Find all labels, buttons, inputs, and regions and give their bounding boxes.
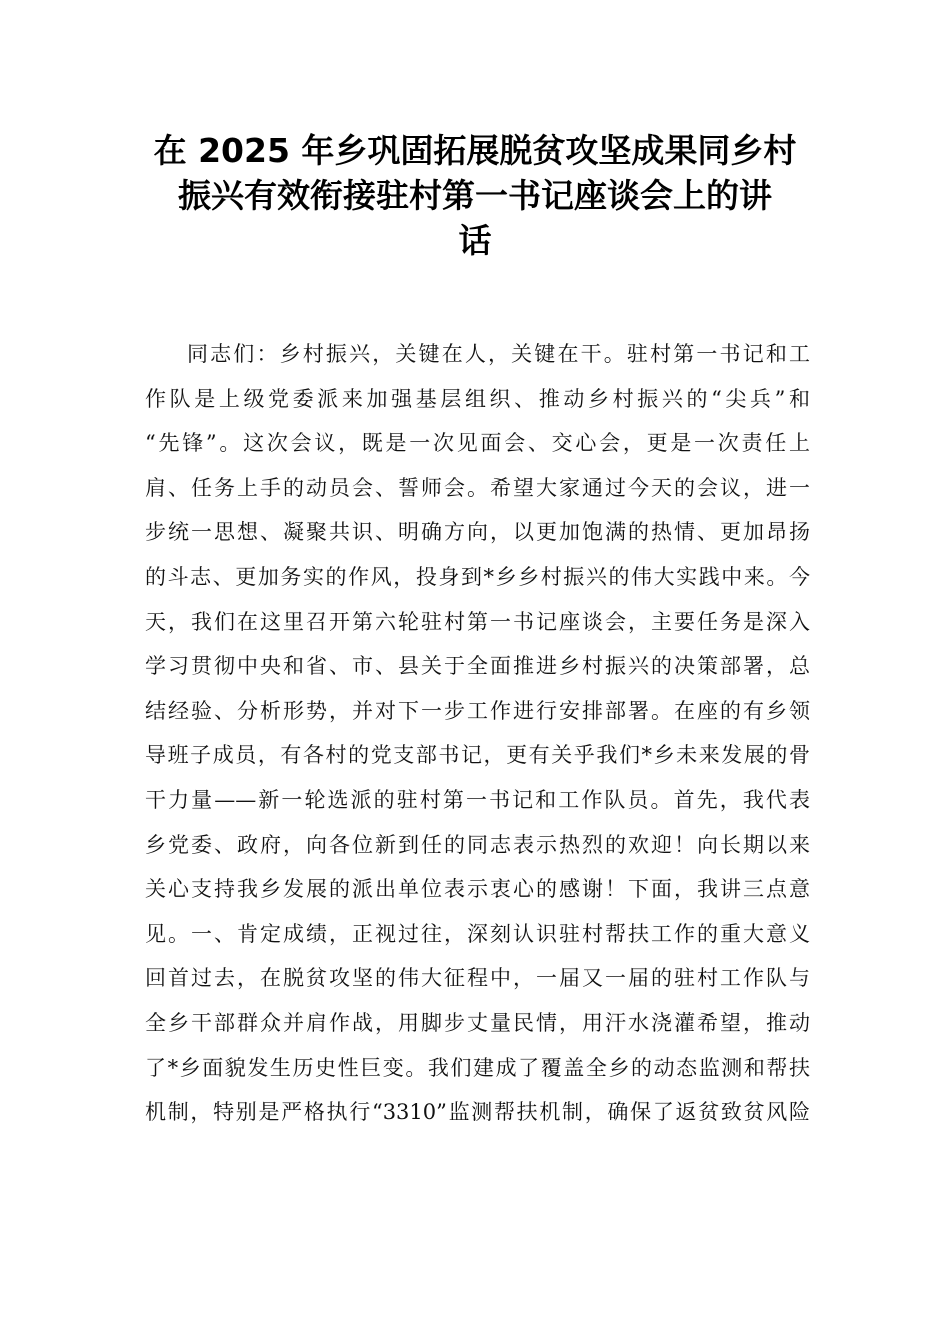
body-line: 回首过去，在脱贫攻坚的伟大征程中，一届又一届的驻村工作队与 bbox=[145, 966, 810, 991]
title-line: 话 bbox=[458, 221, 492, 260]
body-line: 干力量——新一轮选派的驻村第一书记和工作队员。首先，我代表 bbox=[145, 787, 810, 812]
body-line: 同志们：乡村振兴，关键在人，关键在干。驻村第一书记和工 bbox=[187, 342, 810, 366]
body-line: 的斗志、更加务实的作风，投身到*乡乡村振兴的伟大实践中来。今 bbox=[145, 564, 810, 589]
body-line: 了*乡面貌发生历史性巨变。我们建成了覆盖全乡的动态监测和帮扶 bbox=[145, 1055, 810, 1080]
document-title bbox=[110, 128, 840, 263]
body-line: 见。一、肯定成绩，正视过往，深刻认识驻村帮扶工作的重大意义 bbox=[145, 921, 810, 946]
body-line: 全乡干部群众并肩作战，用脚步丈量民情，用汗水浇灌希望，推动 bbox=[145, 1010, 810, 1035]
title-line: 振兴有效衔接驻村第一书记座谈会上的讲 bbox=[178, 176, 772, 215]
title-line: 在 2025 年乡巩固拓展脱贫攻坚成果同乡村 bbox=[153, 131, 797, 170]
body-line: 结经验、分析形势，并对下一步工作进行安排部署。在座的有乡领 bbox=[145, 698, 810, 723]
body-line: 步统一思想、凝聚共识、明确方向，以更加饱满的热情、更加昂扬 bbox=[145, 520, 810, 545]
body-line: 导班子成员，有各村的党支部书记，更有关乎我们*乡未来发展的骨 bbox=[145, 743, 810, 768]
body-line: “先锋”。这次会议，既是一次见面会、交心会，更是一次责任上 bbox=[145, 431, 810, 456]
speech-body bbox=[145, 332, 810, 1135]
body-line: 关心支持我乡发展的派出单位表示衷心的感谢！下面，我讲三点意 bbox=[145, 877, 810, 902]
body-line: 机制，特别是严格执行“3310”监测帮扶机制，确保了返贫致贫风险 bbox=[145, 1100, 810, 1125]
body-line: 乡党委、政府，向各位新到任的同志表示热烈的欢迎！向长期以来 bbox=[145, 832, 810, 857]
body-line: 学习贯彻中央和省、市、县关于全面推进乡村振兴的决策部署，总 bbox=[145, 654, 810, 679]
body-line: 天，我们在这里召开第六轮驻村第一书记座谈会，主要任务是深入 bbox=[145, 609, 810, 634]
body-line: 肩、任务上手的动员会、誓师会。希望大家通过今天的会议，进一 bbox=[145, 475, 810, 500]
body-line: 作队是上级党委派来加强基层组织、推动乡村振兴的“尖兵”和 bbox=[145, 386, 810, 411]
